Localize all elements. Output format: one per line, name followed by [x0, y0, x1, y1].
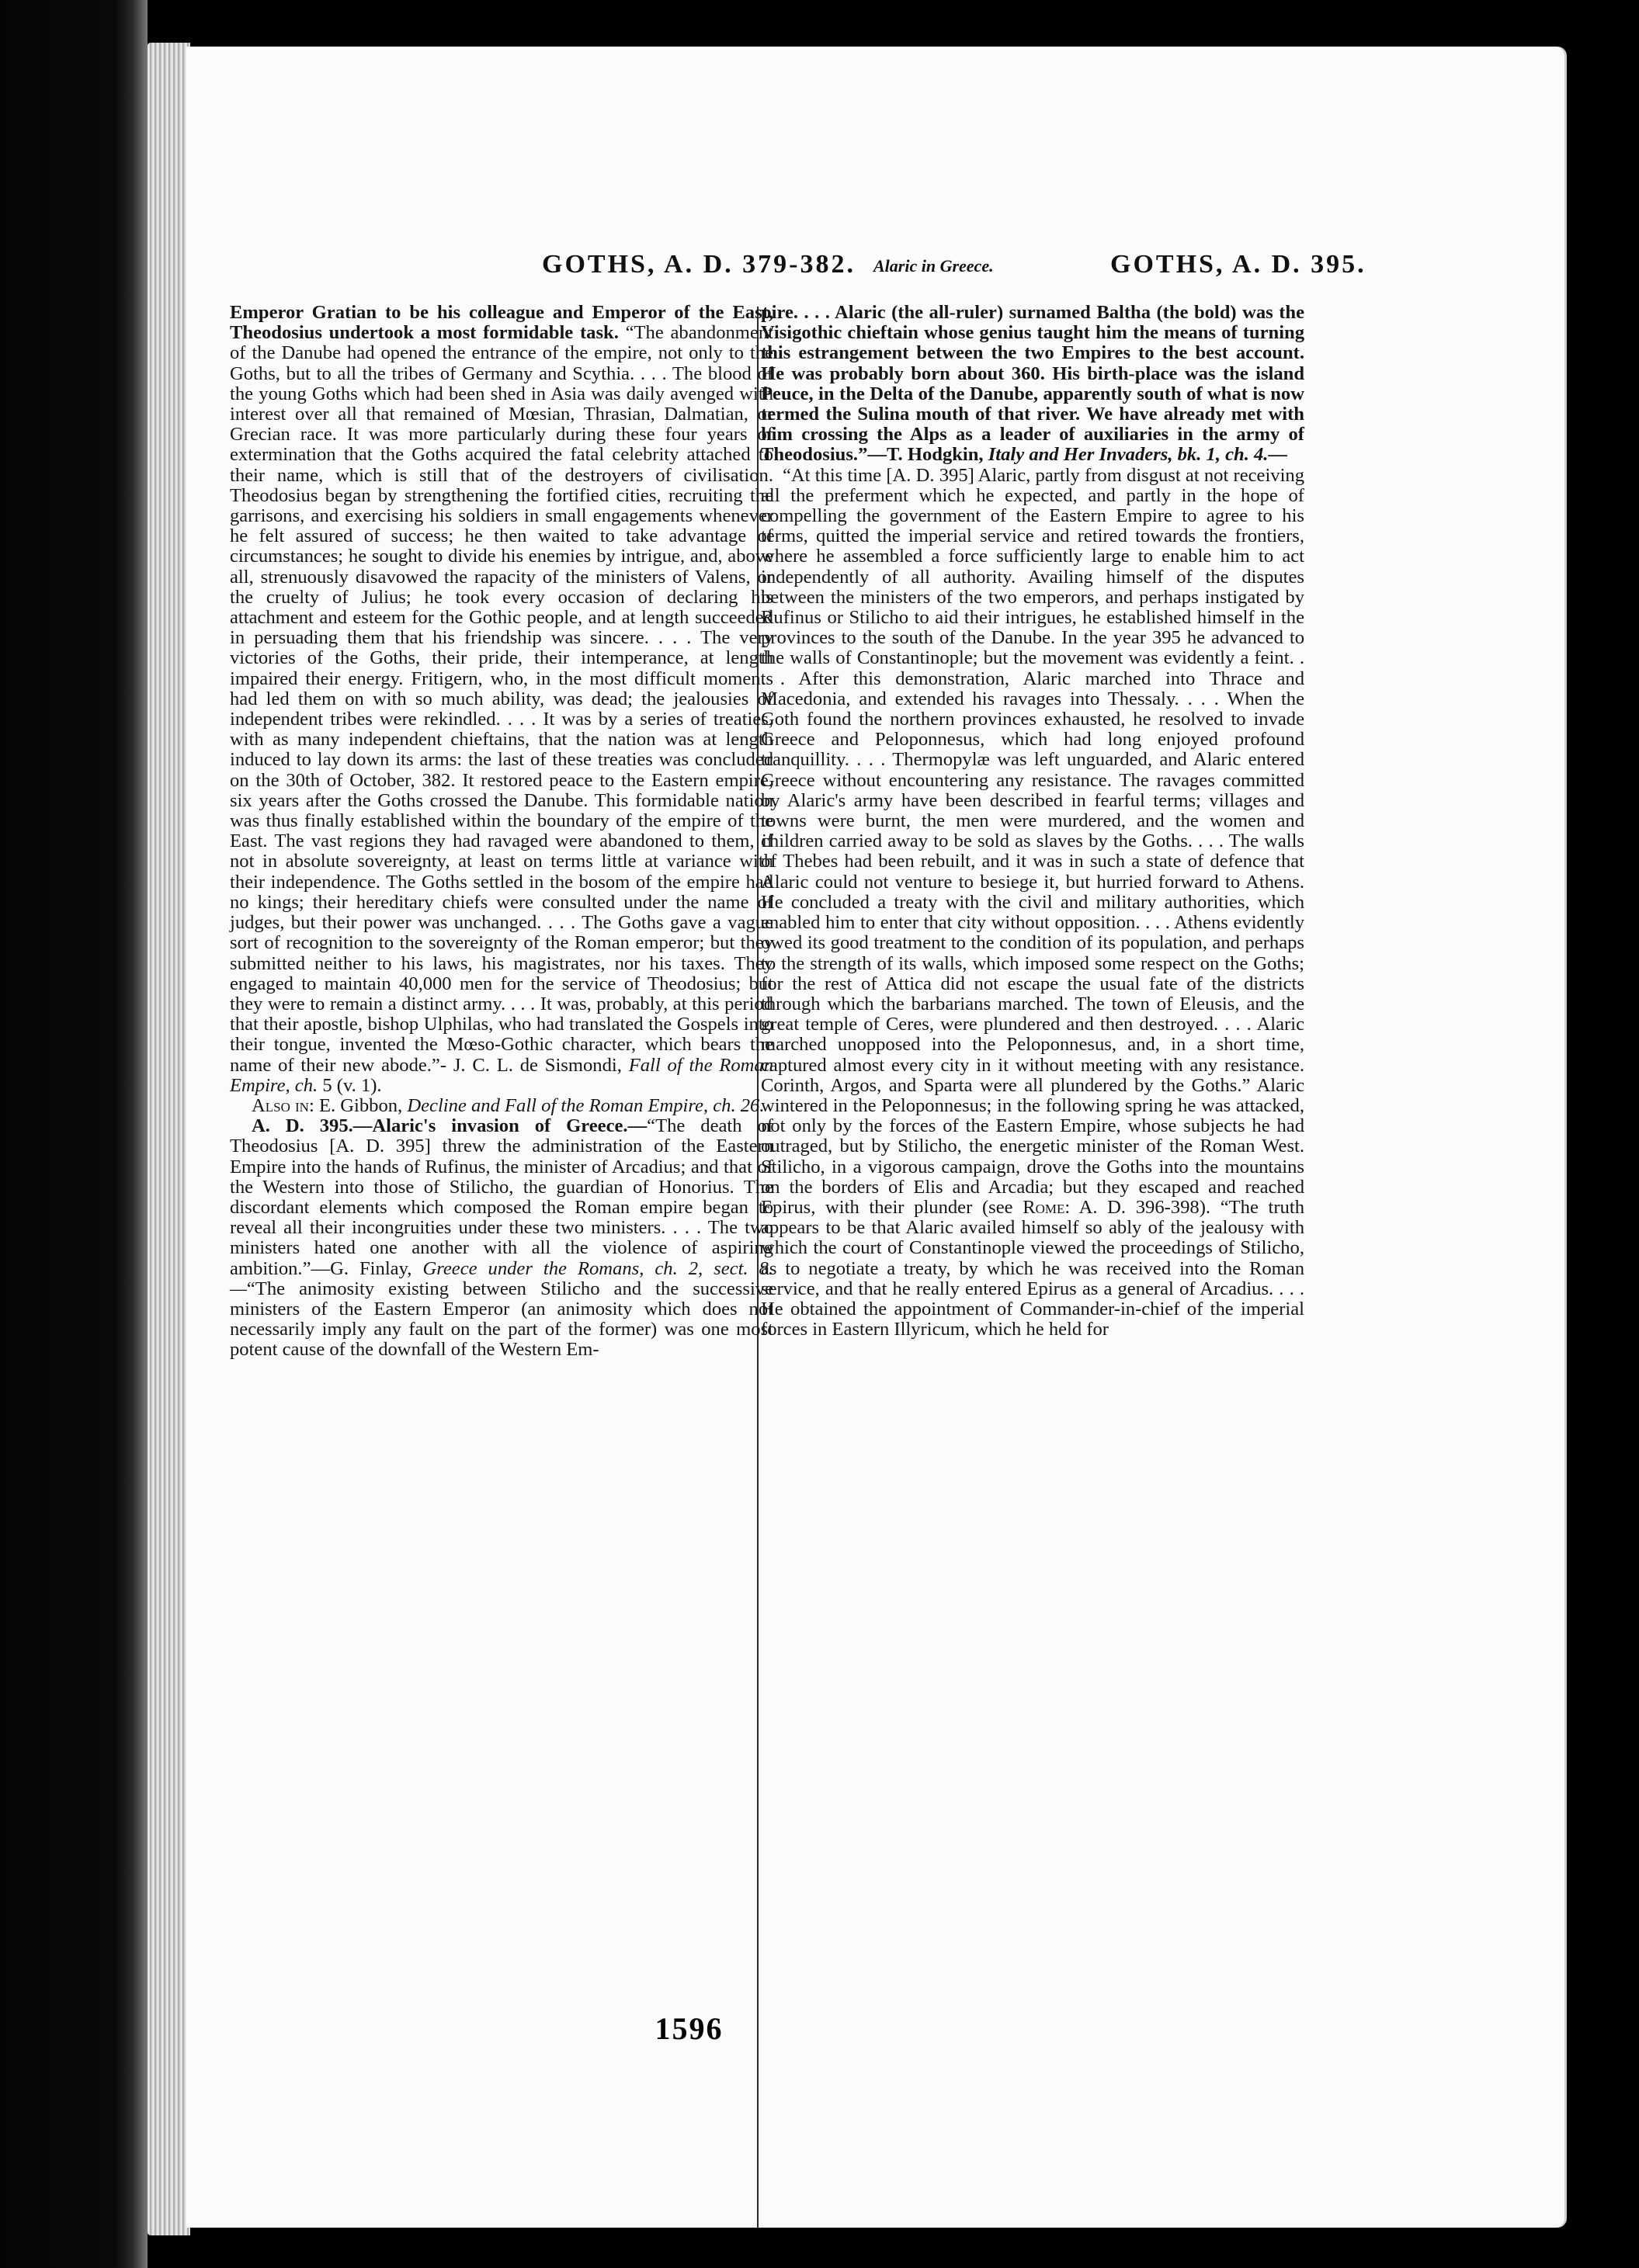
page-stack-edge [148, 43, 190, 2235]
running-header [186, 250, 1564, 297]
also-in-label: Also in: [252, 1094, 314, 1116]
scan-background [1567, 0, 1639, 2268]
left-citation-end: 5 (v. 1). [322, 1074, 382, 1096]
right-body-text: “At this time [A. D. 395] Alaric, partly from disgust at not receiving all the preferment which he expected, and partly in the hope of compelling the government of the Eastern Empire to agree to his terms, quitted the imperial service and retired towards the frontiers, where he assembled a force sufficiently large to enable him to act independently of all authority. Availing himself of the disputes between the ministers of the two emperors, and perhaps instigated by Rufinus or Stilicho to aid their intrigues, he established himself in the provinces to the south of the Danube. In the year 395 he advanced to the walls of Constantinople; but the movement was evidently a feint. . . . After this demonstration, Alaric marched into Thrace and Macedonia, and extended his ravages into Thessaly. . . . When the Goth found the northern provinces exhausted, he resolved to invade Greece and Peloponnesus, which had long enjoyed profound tranquillity. . . . Thermopylæ was left unguarded, and Alaric entered Greece without encountering any resistance. The ravages committed by Alaric's army have been described in fearful terms; villages and towns were burnt, the men were murdered, and the women and children carried away to be sold as slaves by the Goths. . . . The walls of Thebes had been rebuilt, and it was in such a state of defence that Alaric could not venture to besiege it, but hurried forward to Athens. He concluded a treaty with the civil and military authorities, which enabled him to enter that city without opposition. . . . Athens evidently owed its good treatment to the condition of its population, and perhaps to the strength of its walls, which imposed some respect on the Goths; for the rest of Attica did not escape the usual fate of the districts through which the barbarians marched. The town of Eleusis, and the great temple of Ceres, were plundered and then destroyed. . . . Alaric marched unopposed into the Peloponnesus, and, in a short time, captured almost every city in it without meeting with any resistance. Corinth, Argos, and Sparta were all plundered by the Goths.” Alaric wintered in the Peloponnesus; in the following spring he was attacked, not only by the forces of the Eastern Empire, whose subjects he had outraged, but by Stilicho, the energetic minister of the Roman West. Stilicho, in a vigorous campaign, drove the Goths into the mountains on the borders of Elis and Arcadia; but they escaped and reached Epirus, with their plunder (see [761, 464, 1304, 1218]
right-paragraph-1 [761, 303, 1304, 466]
also-in-paragraph [230, 1096, 773, 1116]
also-in-text: E. Gibbon, [314, 1094, 403, 1116]
page-number: 1596 [655, 2011, 724, 2046]
right-body-end: : A. D. 396-398). “The truth appears to be that Alaric availed himself so ably of the jealousy with which the court of Constantinople viewed the proceedings of Stilicho, as to negotiate a treaty, by which he was received into the Roman service, and that he really entered Epirus as a general of Arcadius. . . . He obtained the appointment of Commander-in-chief of the imperial forces in Eastern Illyricum, which he held for [761, 1196, 1304, 1340]
right-citation: Italy and Her Invaders, bk. 1, ch. 4.— [988, 444, 1288, 466]
section-body-1: “The death of Theodosius [A. D. 395] threw the administration of the Eastern Empire into the hands of Rufinus, the minister of Arcadius; and that of the Western into those of Stilicho, the guardian of Honorius. The discordant elements which composed the Roman empire began to reveal all their incongruities under these two ministers. . . . The two ministers hated one another with all the violence of aspiring ambition.”—G. Finlay, [230, 1115, 773, 1279]
also-in-citation: Decline and Fall of the Roman Empire, ch. 26. [407, 1094, 765, 1116]
left-body-text: “The abandonment of the Danube had opened the entrance of the empire, not only to the Goths, but to all the tribes of Germany and Scythia. . . . The blood of the young Goths which had been shed in Asia was daily avenged with interest over all that remained of Mœsian, Thrasian, Dalmatian, or Grecian race. It was more particularly during these four years of extermination that the Goths acquired the fatal celebrity attached to their name, which is still that of the destroyers of civilisation. Theodosius began by strengthening the fortified cities, recruiting the garrisons, and exercising his soldiers in small engagements whenever he felt assured of success; he then waited to take advantage of circumstances; he sought to divide his enemies by intrigue, and, above all, strenuously disavowed the rapacity of the ministers of Valens, or the cruelty of Julius; he took every occasion of declaring his attachment and esteem for the Gothic people, and at length succeeded in persuading them that his friendship was sincere. . . . The very victories of the Goths, their pride, their intemperance, at length impaired their energy. Fritigern, who, in the most difficult moments had led them on with so much ability, was dead; the jealousies of independent tribes were rekindled. . . . It was by a series of treaties, with as many independent chieftains, that the nation was at length induced to lay down its arms: the last of these treaties was concluded on the 30th of October, 382. It restored peace to the Eastern empire, six years after the Goths crossed the Danube. This formidable nation was thus finally established within the boundary of the empire of the East. The vast regions they had ravaged were abandoned to them, if not in absolute sovereignty, at least on terms little at variance with their independence. The Goths settled in the bosom of the empire had no kings; their hereditary chiefs were consulted under the name of judges, but their power was unchanged. . . . The Goths gave a vague sort of recognition to the sovereignty of the Roman emperor; but they submitted neither to his laws, his magistrates, nor his taxes. They engaged to maintain 40,000 men for the service of Theodosius; but they were to remain a distinct army. . . . It was, probably, at this period that their apostle, bishop Ulphilas, who had translated the Gospels into their tongue, invented the Mœso-Gothic character, which bears the name of their new abode.”- J. C. L. de Sismondi, [230, 322, 773, 1076]
header-right: GOTHS, A. D. 395. [1110, 250, 1366, 279]
left-bold-lead: Emperor Gratian to be his colleague and Emperor of the East, Theodosius undertook a most formidable task. [230, 302, 773, 344]
left-paragraph-1 [230, 303, 773, 1096]
section-body-2: “The animosity existing between Stilicho and the successive ministers of the Eastern Emperor (an animosity which does not necessarily imply any fault on the part of the former) was one most potent cause of the downfall of the Western Em- [230, 1278, 773, 1361]
left-citation: Fall of the Roman Empire, ch. [230, 1054, 774, 1096]
right-bold-lead: pire. . . . Alaric (the all-ruler) surnamed Baltha (the bold) was the Visigothic chieftain whose genius taught him the means of turning this estrangement between the two Empires to the best account. He was probably born about 360. His birth-place was the island Peuce, in the Delta of the Danube, apparently south of what is now termed the Sulina mouth of that river. We have already met with him crossing the Alps as a leader of auxiliaries in the army of Theodosius.”—T. Hodgkin, [761, 302, 1304, 466]
section-citation: Greece under the Romans, ch. 2, sect. 8.— [230, 1257, 774, 1299]
section-paragraph [230, 1116, 773, 1360]
see-reference: Rome [1023, 1196, 1065, 1218]
right-column [761, 303, 1304, 1340]
book-binding-shadow [0, 0, 148, 2268]
right-paragraph-2 [761, 466, 1304, 1340]
section-heading: A. D. 395.—Alaric's invasion of Greece.— [252, 1115, 648, 1137]
header-left: GOTHS, A. D. 379-382. [542, 250, 856, 279]
left-column [230, 303, 773, 1361]
header-center: Alaric in Greece. [873, 256, 994, 276]
